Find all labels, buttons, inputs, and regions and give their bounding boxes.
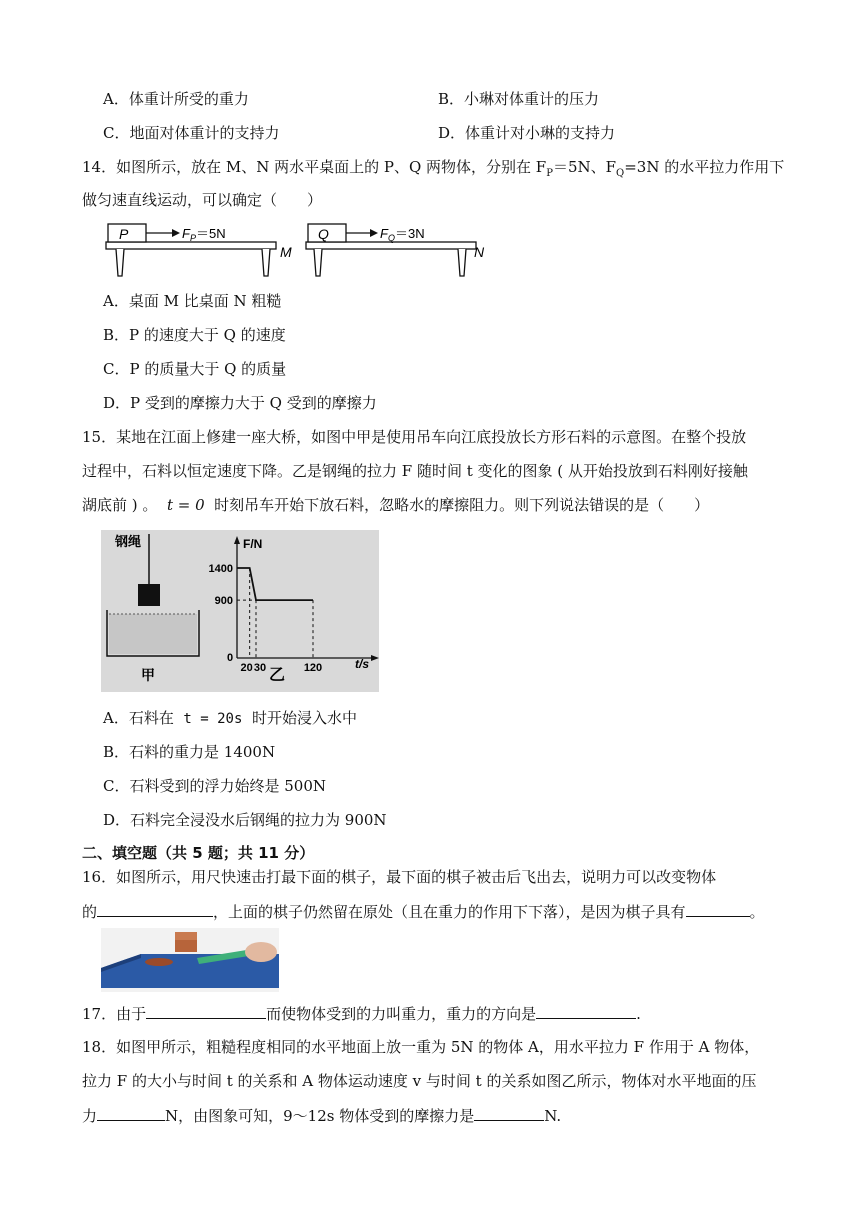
x-tick-30: 30 xyxy=(253,662,267,674)
q15-stem-line1: 15．某地在江面上修建一座大桥，如图中甲是使用吊车向江底投放长方形石料的示意图。在整个投放 xyxy=(82,428,747,446)
q14-option-d: D．P 受到的摩擦力大于 Q 受到的摩擦力 xyxy=(103,394,377,412)
q14-option-c: C．P 的质量大于 Q 的质量 xyxy=(103,360,287,378)
stone-block xyxy=(138,584,160,606)
water-body xyxy=(109,614,197,654)
q15-option-a: A．石料在 t = 20s 时开始浸入水中 xyxy=(103,709,357,727)
force-p-label: $F_P=5N$ xyxy=(182,226,226,243)
y-axis-label: F/N xyxy=(243,537,263,551)
right-caption: 乙 xyxy=(269,667,286,684)
table-n xyxy=(306,224,476,276)
left-caption: 甲 xyxy=(141,667,155,683)
q18-stem-line3: 力 N，由图象可知，9～12s 物体受到的摩擦力是 N. xyxy=(82,1104,561,1127)
q18-blank-1[interactable] xyxy=(97,1104,165,1121)
q16-blank-1[interactable] xyxy=(97,900,213,917)
q18-blank-2[interactable] xyxy=(474,1104,544,1121)
block-p-label: P xyxy=(119,226,129,242)
q18-stem-line1: 18．如图甲所示，粗糙程度相同的水平地面上放一重为 5N 的物体 A，用水平拉力 F 作用于 A 物体， xyxy=(82,1038,760,1056)
q14-option-a: A．桌面 M 比桌面 N 粗糙 xyxy=(103,292,282,310)
origin-label: 0 xyxy=(227,652,234,664)
q17-stem: 17．由于 而使物体受到的力叫重力，重力的方向是 . xyxy=(82,1002,641,1025)
q15-stem-line2: 过程中，石料以恒定速度下降。乙是钢绳的拉力 F 随时间 t 变化的图象 ( 从开始投放到石料刚好接触 xyxy=(82,462,748,480)
x-axis-label: t/s xyxy=(355,657,370,671)
y-tick-900: 900 xyxy=(214,595,233,608)
q13-option-b: B．小琳对体重计的压力 xyxy=(438,90,600,108)
rope-label: 钢绳 xyxy=(115,534,142,549)
table-n-label: N xyxy=(474,244,485,260)
q14-option-b: B．P 的速度大于 Q 的速度 xyxy=(103,326,286,344)
q17-blank-1[interactable] xyxy=(146,1002,266,1019)
q15-figure xyxy=(101,530,379,692)
q18-stem-line2: 拉力 F 的大小与时间 t 的关系和 A 物体运动速度 v 与时间 t 的关系如图乙所示，物体对水平地面的压 xyxy=(82,1072,757,1090)
q15-stem-line3: 湖底前 ) 。 t = 0 时刻吊车开始下放石料，忽略水的摩擦阻力。则下列说法错误的是（ ） xyxy=(82,496,710,514)
q16-blank-2[interactable] xyxy=(686,900,750,917)
q13-option-c: C．地面对体重计的支持力 xyxy=(103,124,280,142)
section-title: 二、填空题（共 5 题；共 11 分） xyxy=(82,844,315,862)
q16-stem-line1: 16．如图所示，用尺快速击打最下面的棋子，最下面的棋子被击后飞出去，说明力可以改变物体 xyxy=(82,868,717,886)
q14-stem-line2: 做匀速直线运动，可以确定（ ） xyxy=(82,191,323,209)
q15-option-d: D．石料完全浸没水后钢绳的拉力为 900N xyxy=(103,811,387,829)
q14-stem-line1: 14．如图所示，放在 M、N 两水平桌面上的 P、Q 两物体，分别在 $F_P=5N$、$F_Q=3N$ 的水平拉力作用下 xyxy=(82,158,785,179)
x-tick-20: 20 xyxy=(240,662,253,674)
x-tick-120: 120 xyxy=(303,662,323,674)
q13-option-a: A．体重计所受的重力 xyxy=(103,90,249,108)
q15-option-b: B．石料的重力是 1400N xyxy=(103,743,276,761)
q15-option-c: C．石料受到的浮力始终是 500N xyxy=(103,777,327,795)
q16-stem-line2: 的 ，上面的棋子仍然留在原处（且在重力的作用下下落），是因为棋子具有 。 xyxy=(82,900,765,923)
block-q-label: Q xyxy=(318,226,329,242)
q17-blank-2[interactable] xyxy=(536,1002,636,1019)
table-m xyxy=(106,224,276,276)
q14-tables-figure xyxy=(100,218,495,282)
force-q-label: $F_Q=3N$ xyxy=(380,226,425,243)
q16-chess-figure xyxy=(101,928,279,992)
table-m-label: M xyxy=(280,244,292,260)
q13-option-d: D．体重计对小琳的支持力 xyxy=(438,124,616,142)
y-tick-1400: 1400 xyxy=(208,563,233,575)
